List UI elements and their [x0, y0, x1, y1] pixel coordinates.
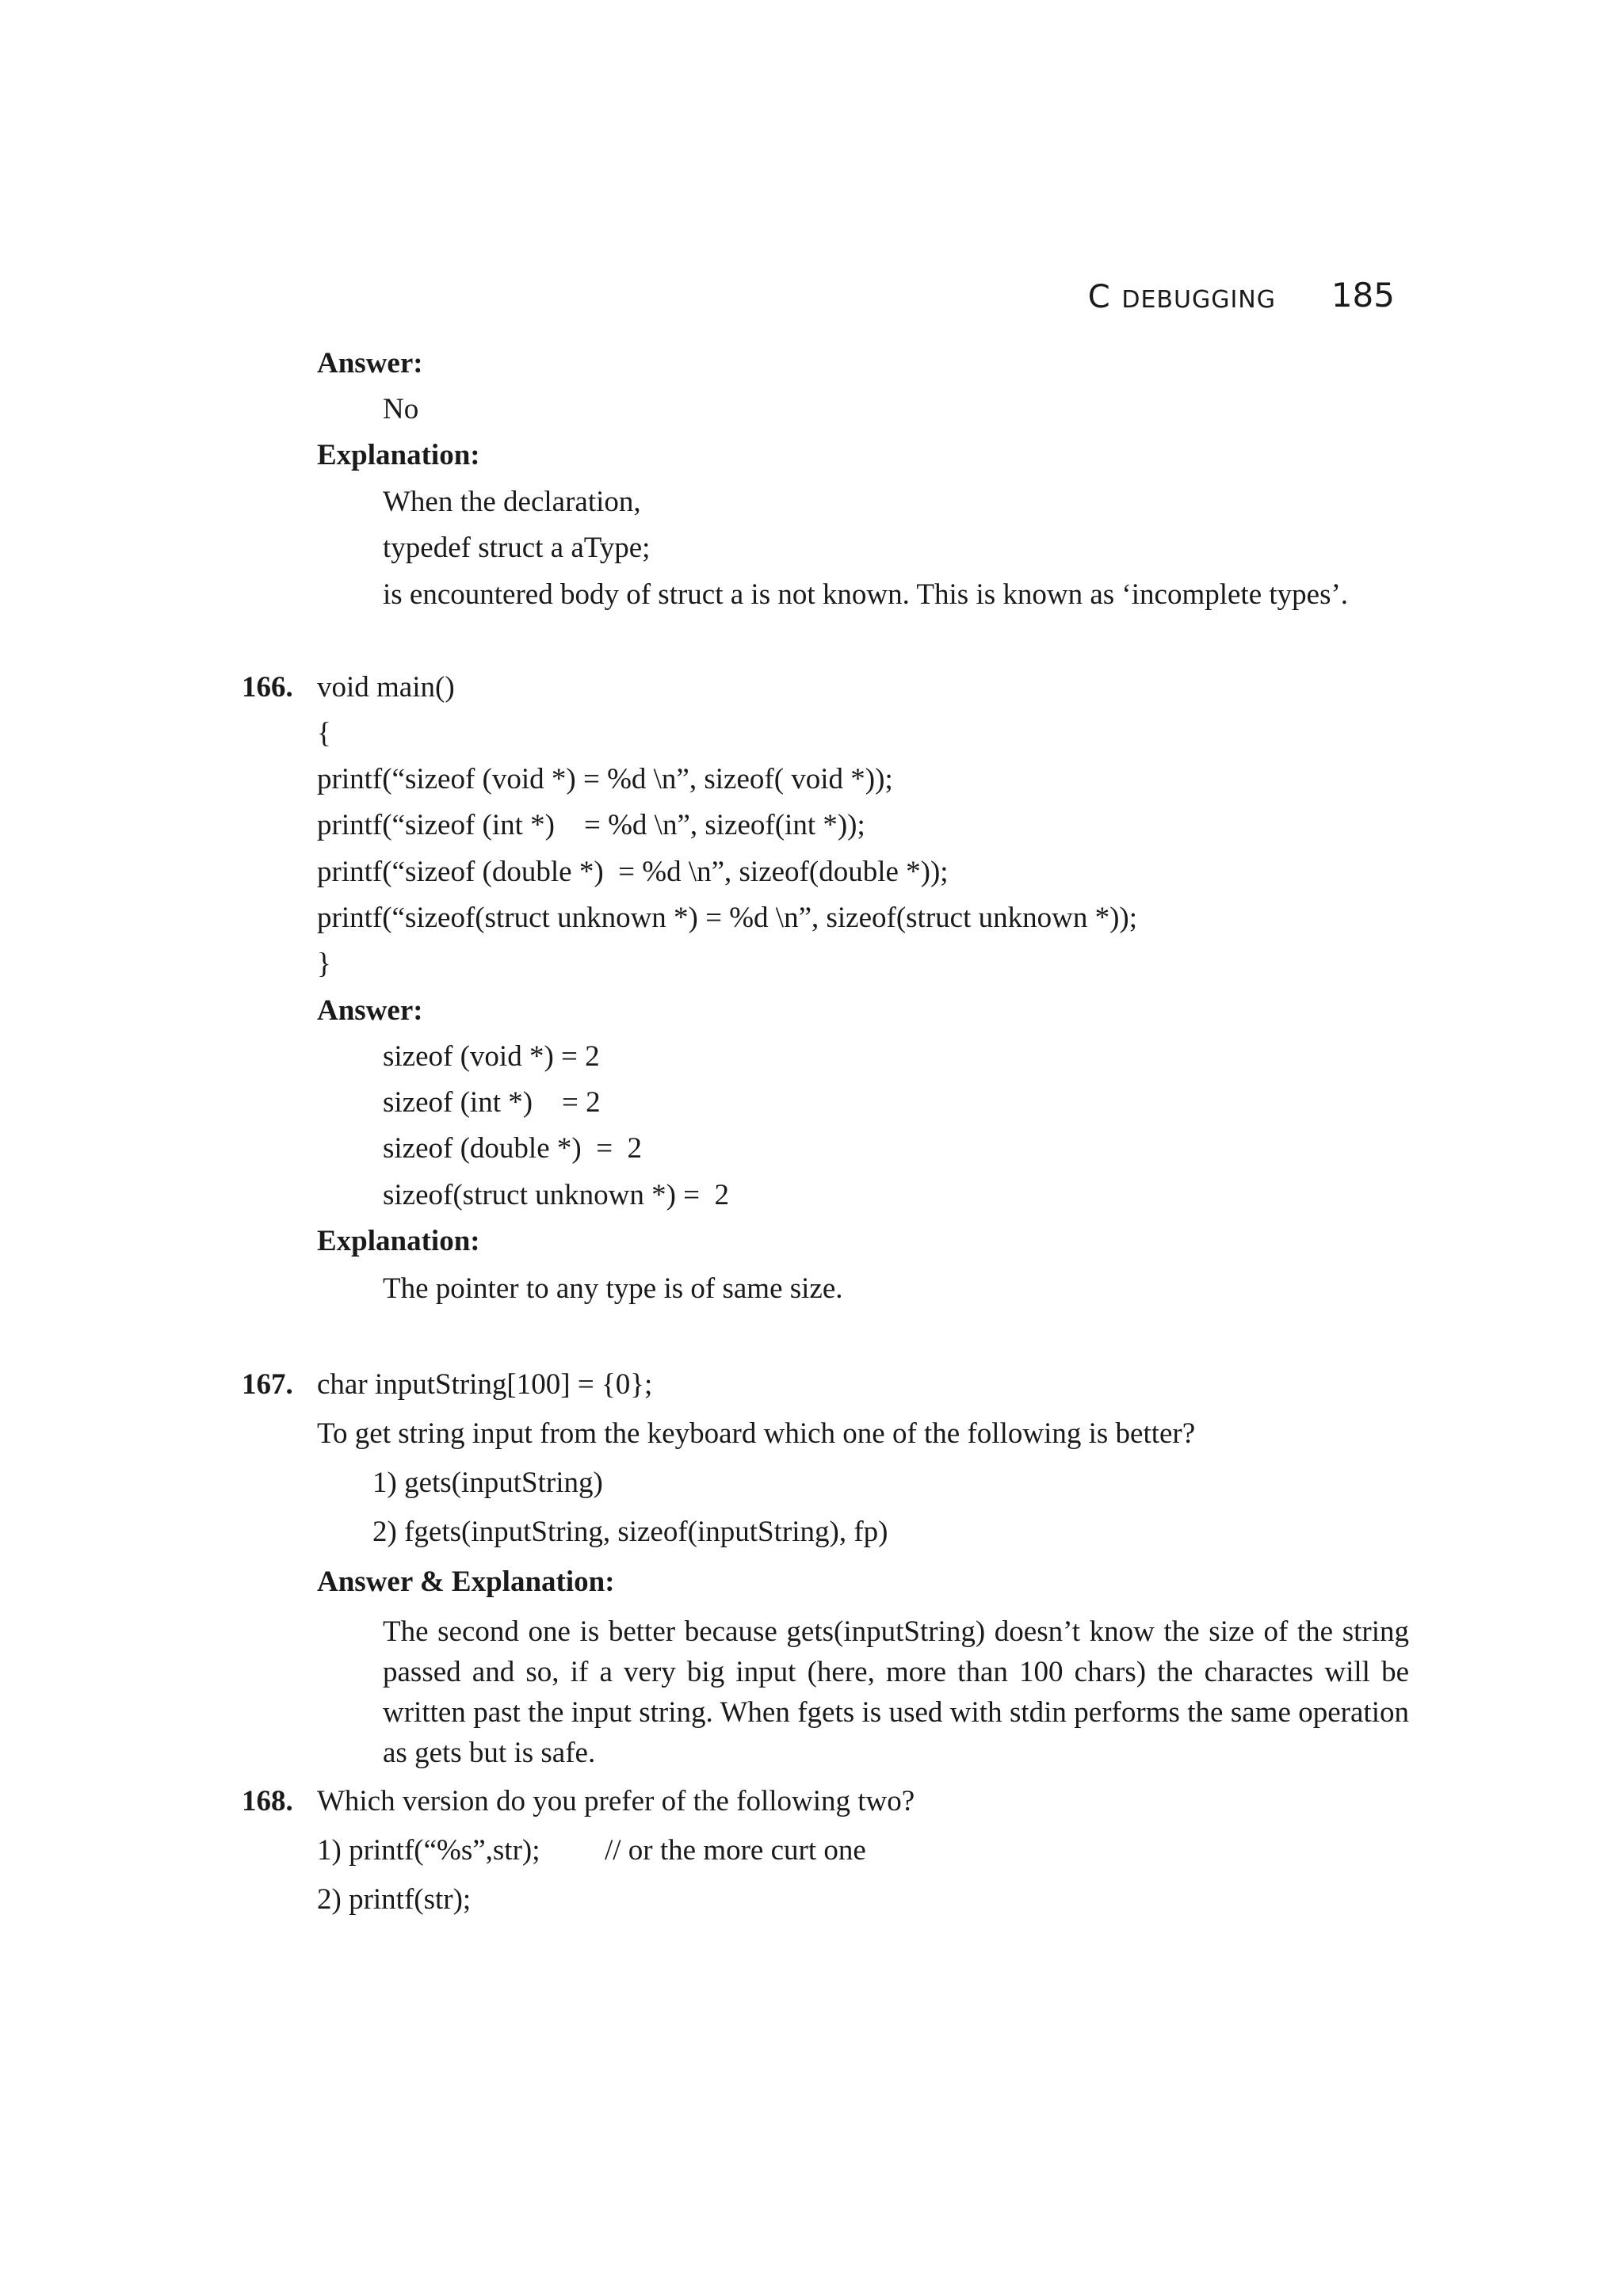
question-text: Which version do you prefer of the following two?: [317, 1785, 915, 1817]
answer-line: sizeof (void *) = 2: [383, 1040, 600, 1073]
answer-explanation-label: Answer & Explanation:: [317, 1566, 615, 1598]
question-text: To get string input from the keyboard which one of the following is better?: [317, 1417, 1196, 1450]
explanation-line: The second one is better because gets(inputString) doesn’t know the size of the string: [383, 1615, 1409, 1648]
explanation-label: Explanation:: [317, 439, 480, 471]
explanation-line: When the declaration,: [383, 486, 641, 518]
code-line: printf(“sizeof (void *) = %d \n”, sizeof( void *));: [317, 763, 893, 795]
option-item: 1) gets(inputString): [372, 1466, 603, 1499]
question-number: 168.: [242, 1785, 293, 1817]
code-line: printf(“sizeof (int *) = %d \n”, sizeof(int *));: [317, 809, 865, 841]
explanation-label: Explanation:: [317, 1225, 480, 1257]
explanation-line: typedef struct a aType;: [383, 532, 651, 564]
explanation-line: written past the input string. When fgets is used with stdin performs the same operation: [383, 1696, 1409, 1729]
page-number: 185: [1331, 276, 1395, 315]
code-line: char inputString[100] = {0};: [317, 1368, 653, 1401]
chapter-title-initial: C: [1087, 279, 1111, 315]
answer-line: sizeof (double *) = 2: [383, 1132, 643, 1165]
answer-line: sizeof (int *) = 2: [383, 1086, 601, 1119]
chapter-title: [1088, 279, 1276, 315]
option-item: 2) fgets(inputString, sizeof(inputString), fp): [372, 1516, 888, 1548]
running-header: [872, 274, 1395, 322]
code-comment: // or the more curt one: [605, 1834, 866, 1867]
code-line: }: [317, 948, 331, 980]
question-number: 167.: [242, 1368, 293, 1401]
explanation-text: The pointer to any type is of same size.: [383, 1272, 843, 1305]
code-line: void main(): [317, 671, 455, 704]
explanation-line: passed and so, if a very big input (here, more than 100 chars) the charactes will be: [383, 1656, 1409, 1688]
chapter-title-rest: DEBUGGING: [1121, 286, 1276, 314]
code-line: printf(“sizeof(struct unknown *) = %d \n”, sizeof(struct unknown *));: [317, 902, 1138, 934]
answer-label: Answer:: [317, 994, 423, 1027]
code-line: printf(“sizeof (double *) = %d \n”, sizeof(double *));: [317, 856, 949, 888]
answer-text: No: [383, 393, 419, 425]
question-number: 166.: [242, 671, 293, 704]
explanation-line: as gets but is safe.: [383, 1737, 596, 1769]
option-item: 2) printf(str);: [317, 1883, 472, 1916]
answer-label: Answer:: [317, 347, 423, 379]
explanation-paragraph: [383, 1611, 1409, 1773]
answer-line: sizeof(struct unknown *) = 2: [383, 1179, 730, 1211]
option-item: 1) printf(“%s”,str);: [317, 1834, 540, 1867]
explanation-line: is encountered body of struct a is not known. This is known as ‘incomplete types’.: [383, 578, 1349, 611]
code-line: {: [317, 717, 331, 749]
